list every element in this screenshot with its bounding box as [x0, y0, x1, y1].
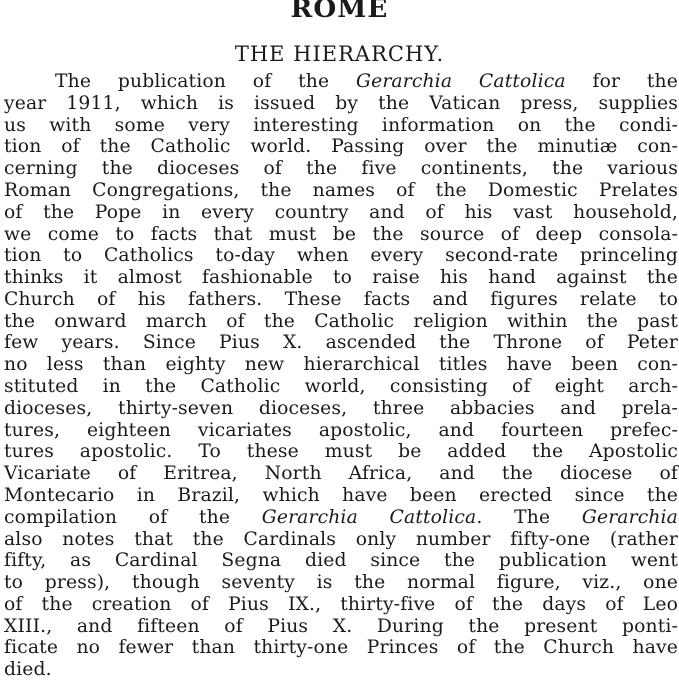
body-line: fifty, as Cardinal Segna died since the publication went	[4, 550, 678, 572]
body-line: The publication of the Gerarchia Cattolica for the	[55, 71, 678, 92]
body-line: Montecario in Brazil, which have been erected since the	[4, 484, 678, 506]
body-line: of the Pope in every country and of his vast household,	[4, 201, 678, 223]
body-line: stituted in the Catholic world, consisting of eight arch-	[4, 376, 678, 397]
body-line: cerning the dioceses of the five continents, the various	[4, 158, 678, 180]
body-line: tures, eighteen vicariates apostolic, and fourteen prefec-	[4, 419, 678, 441]
body-line: also notes that the Cardinals only number fifty-one (rather	[4, 528, 678, 550]
body-line: XIII., and fifteen of Pius X. During the present ponti-	[4, 615, 678, 637]
body-line: tures apostolic. To these must be added the Apostolic	[4, 441, 678, 463]
body-line: Vicariate of Eritrea, North Africa, and the diocese of	[4, 463, 678, 485]
body-line: the onward march of the Catholic religion within the past	[4, 310, 678, 332]
body-line: tion of the Catholic world. Passing over the minutiæ con-	[4, 136, 678, 158]
body-line: of the creation of Pius IX., thirty-five of the days of Leo	[4, 593, 678, 615]
body-line: died.	[4, 659, 52, 681]
body-line: us with some very interesting information on the condi-	[4, 114, 678, 136]
article-headline: THE HIERARCHY.	[234, 42, 445, 66]
body-line: we come to facts that must be the source of deep consola-	[4, 223, 678, 245]
body-line: compilation of the Gerarchia Cattolica. The Gerarchia	[4, 506, 678, 528]
body-line: Roman Congregations, the names of the Domestic Prelates	[4, 179, 678, 201]
body-line: to press), though seventy is the normal figure, viz., one	[4, 572, 678, 594]
body-line: dioceses, thirty-seven dioceses, three abbacies and prela-	[4, 397, 678, 419]
body-line: no less than eighty new hierarchical titles have been con-	[4, 354, 678, 376]
body-line: tion to Catholics to-day when every second-rate princeling	[4, 245, 678, 267]
body-line: few years. Since Pius X. ascended the Throne of Peter	[4, 332, 678, 354]
body-line: Church of his fathers. These facts and figures relate to	[4, 288, 678, 310]
body-line: thinks it almost fashionable to raise his hand against the	[4, 267, 678, 289]
body-line: ficate no fewer than thirty-one Princes of the Church have	[4, 637, 678, 659]
section-title: ROME	[290, 0, 389, 23]
body-line: year 1911, which is issued by the Vatican press, supplies	[4, 92, 678, 114]
